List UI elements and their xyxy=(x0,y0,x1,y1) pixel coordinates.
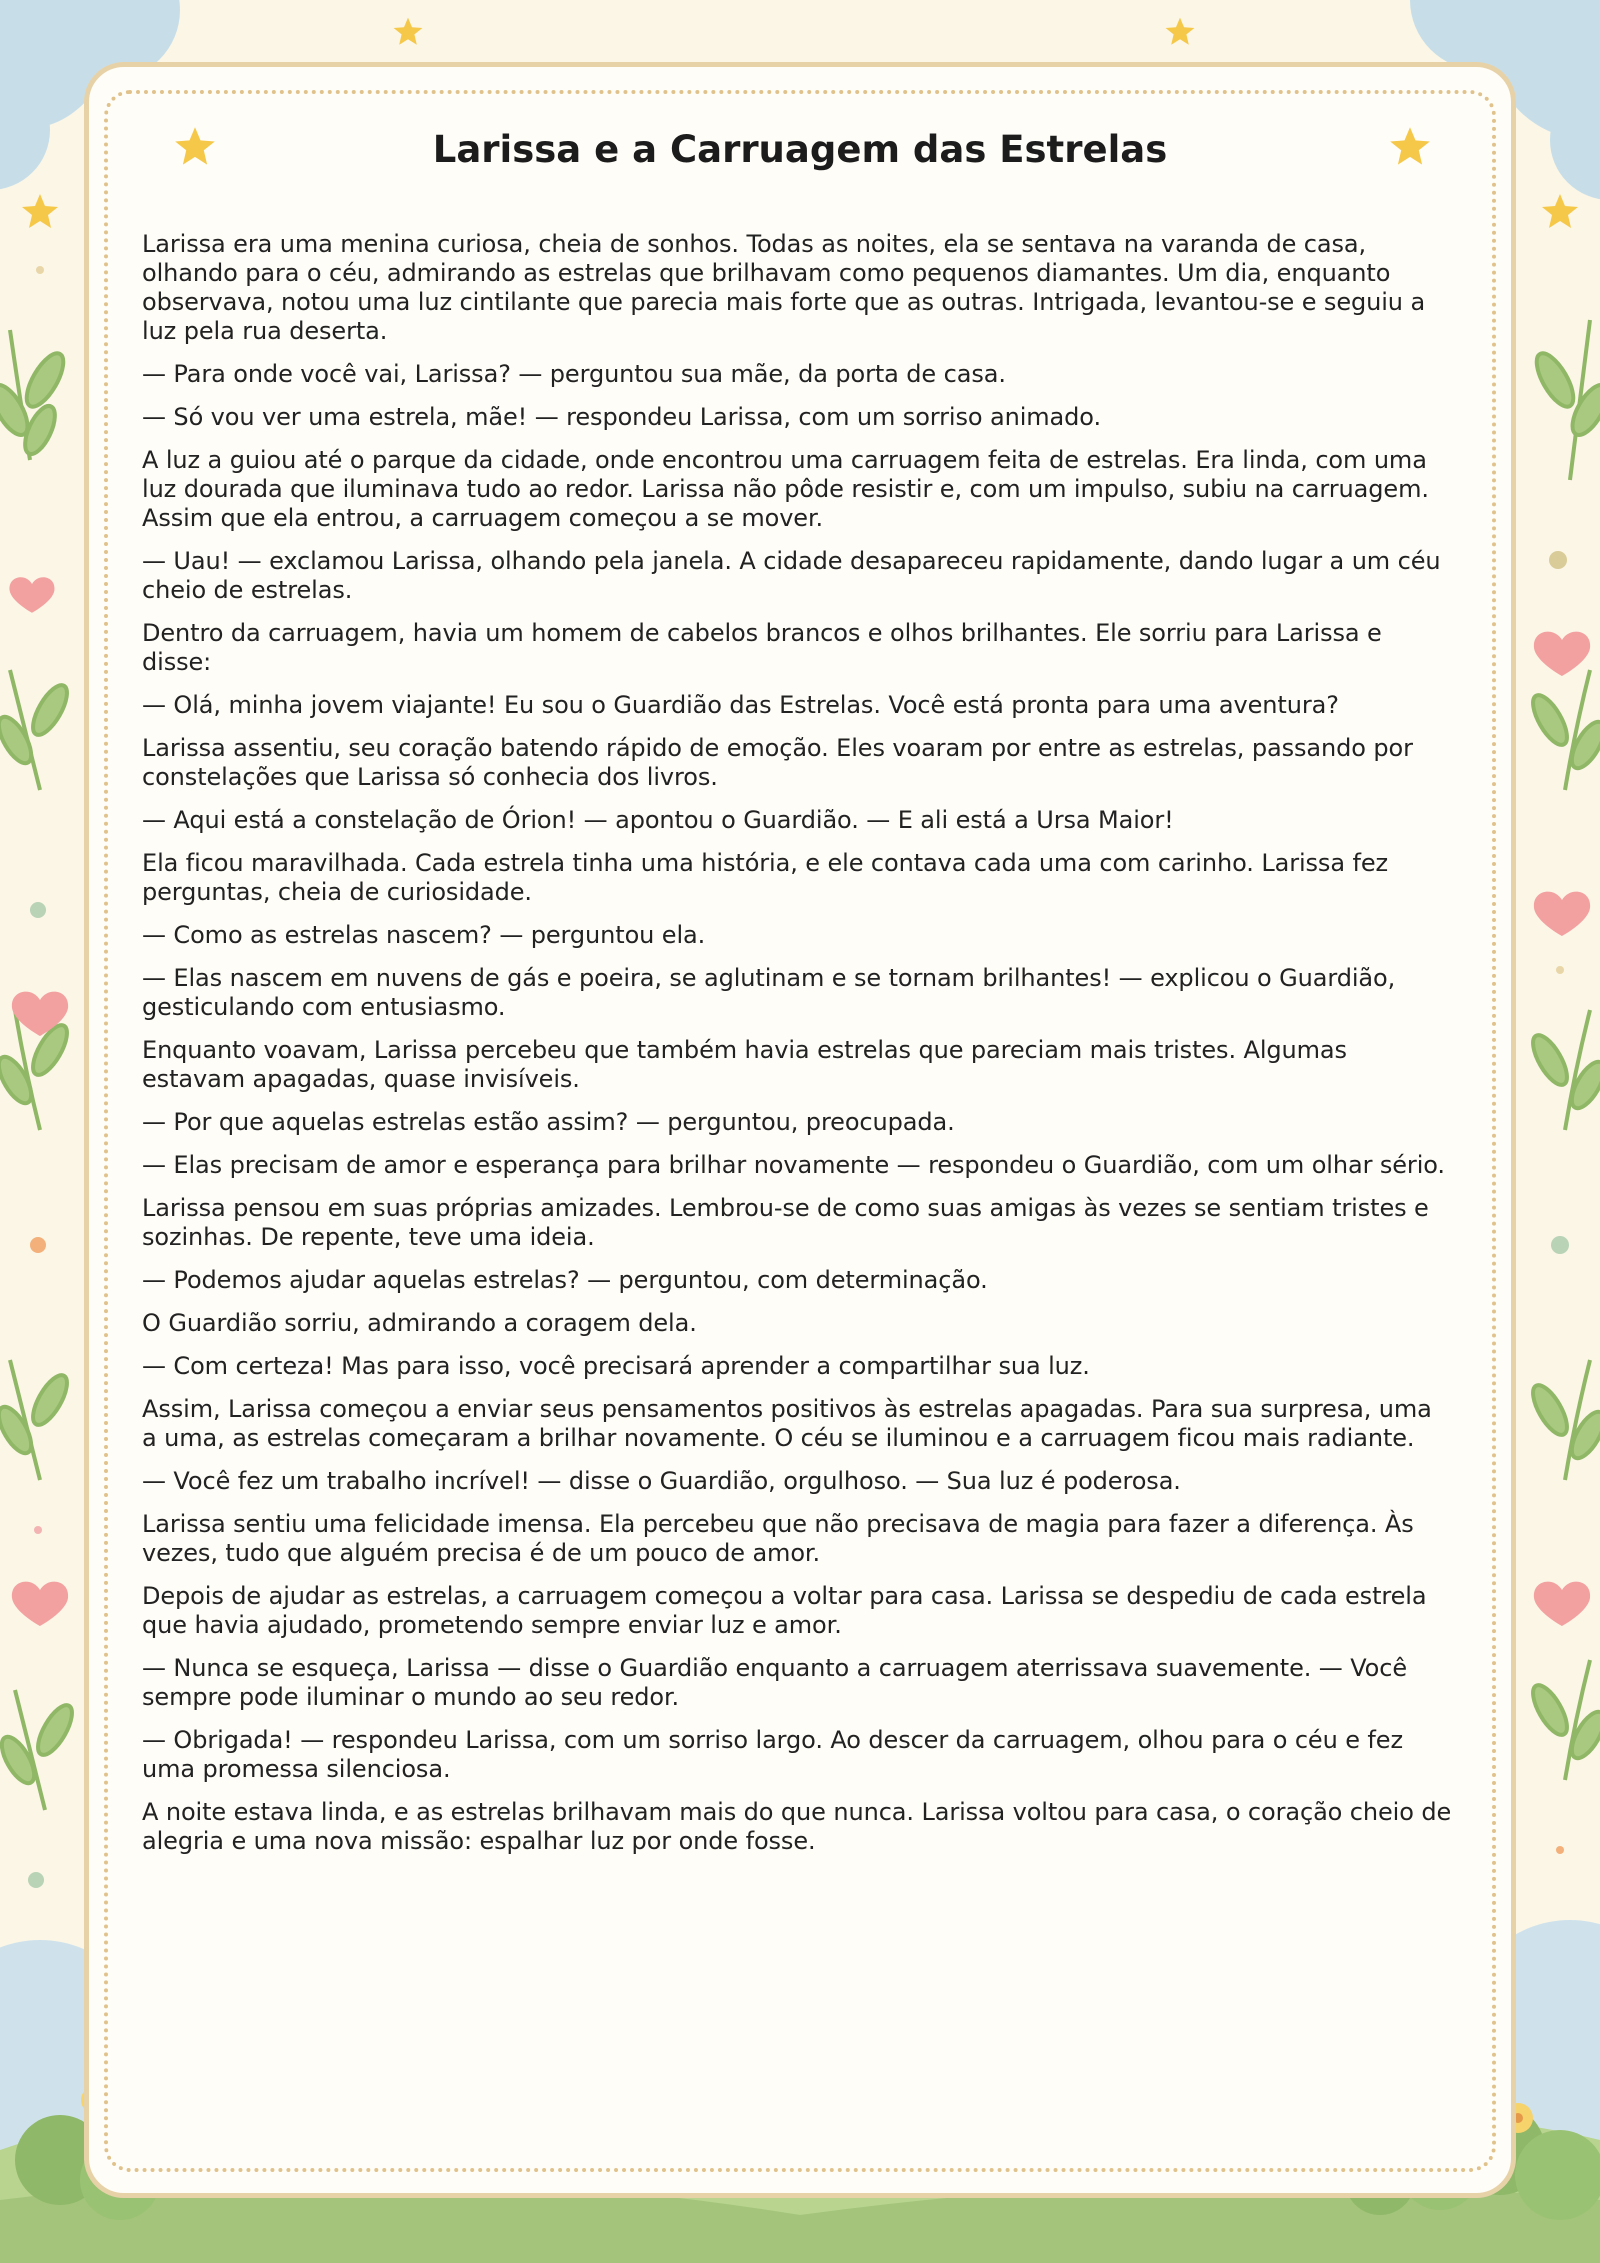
story-paragraph: — Você fez um trabalho incrível! — disse o Guardião, orgulhoso. — Sua luz é poderosa. xyxy=(142,1467,1181,1495)
story-paragraph: Enquanto voavam, Larissa percebeu que também havia estrelas que pareciam mais tristes. Algumas estavam apagadas, quase invisíveis. xyxy=(142,1036,1347,1093)
story-paragraph: — Aqui está a constelação de Órion! — apontou o Guardião. — E ali está a Ursa Maior! xyxy=(142,806,1174,834)
story-paragraph: — Por que aquelas estrelas estão assim? — perguntou, preocupada. xyxy=(142,1108,955,1136)
story-paragraph: — Podemos ajudar aquelas estrelas? — perguntou, com determinação. xyxy=(142,1266,988,1294)
story-paragraph: O Guardião sorriu, admirando a coragem dela. xyxy=(142,1309,697,1337)
story-paragraph: Assim, Larissa começou a enviar seus pensamentos positivos às estrelas apagadas. Para sua surpresa, uma a uma, as estrelas começaram a brilhar novamente. O céu se iluminou e a carruagem ficou mais radiante. xyxy=(142,1395,1432,1452)
story-paragraph: — Uau! — exclamou Larissa, olhando pela janela. A cidade desapareceu rapidamente, dando lugar a um céu cheio de estrelas. xyxy=(142,547,1441,604)
story-paragraph: — Como as estrelas nascem? — perguntou ela. xyxy=(142,921,706,949)
story-paragraph: — Para onde você vai, Larissa? — perguntou sua mãe, da porta de casa. xyxy=(142,360,1006,388)
story-paragraph: Larissa sentiu uma felicidade imensa. Ela percebeu que não precisava de magia para fazer a diferença. Às vezes, tudo que alguém precisa é de um pouco de amor. xyxy=(142,1510,1414,1567)
story-paragraph: Larissa era uma menina curiosa, cheia de sonhos. Todas as noites, ela se sentava na varanda de casa, olhando para o céu, admirando as estrelas que brilhavam como pequenos diamantes. Um dia, enquanto observava, notou uma luz cintilante que parecia mais forte que as outras. Intrigada, levantou-se e seguiu a luz pela rua deserta. xyxy=(142,230,1426,345)
story-paragraph: Larissa assentiu, seu coração batendo rápido de emoção. Eles voaram por entre as estrelas, passando por constelações que Larissa só conhecia dos livros. xyxy=(142,734,1413,791)
story-paragraph: — Só vou ver uma estrela, mãe! — respondeu Larissa, com um sorriso animado. xyxy=(142,403,1101,431)
story-paragraph: — Olá, minha jovem viajante! Eu sou o Guardião das Estrelas. Você está pronta para uma aventura? xyxy=(142,691,1339,719)
story-paragraph: — Obrigada! — respondeu Larissa, com um sorriso largo. Ao descer da carruagem, olhou para o céu e fez uma promessa silenciosa. xyxy=(142,1726,1403,1783)
star-icon xyxy=(22,18,1578,228)
story-paragraph: Larissa pensou em suas próprias amizades. Lembrou-se de como suas amigas às vezes se sentiam tristes e sozinhas. De repente, teve uma ideia. xyxy=(142,1194,1429,1251)
story-paragraph: A noite estava linda, e as estrelas brilhavam mais do que nunca. Larissa voltou para casa, o coração cheio de alegria e uma nova missão: espalhar luz por onde fosse. xyxy=(142,1798,1452,1855)
story-paragraph: Dentro da carruagem, havia um homem de cabelos brancos e olhos brilhantes. Ele sorriu para Larissa e disse: xyxy=(142,619,1382,676)
story-paragraph: — Elas nascem em nuvens de gás e poeira, se aglutinam e se tornam brilhantes! — explicou o Guardião, gesticulando com entusiasmo. xyxy=(142,964,1396,1021)
story-body xyxy=(142,230,1452,1870)
story-paragraph: Ela ficou maravilhada. Cada estrela tinha uma história, e ele contava cada uma com carinho. Larissa fez perguntas, cheia de curiosidade. xyxy=(142,849,1388,906)
story-paragraph: — Com certeza! Mas para isso, você precisará aprender a compartilhar sua luz. xyxy=(142,1352,1090,1380)
story-paragraph: — Nunca se esqueça, Larissa — disse o Guardião enquanto a carruagem aterrissava suavemente. — Você sempre pode iluminar o mundo ao seu redor. xyxy=(142,1654,1408,1711)
story-paragraph: Depois de ajudar as estrelas, a carruagem começou a voltar para casa. Larissa se despediu de cada estrela que havia ajudado, prometendo sempre enviar luz e amor. xyxy=(142,1582,1427,1639)
story-paragraph: — Elas precisam de amor e esperança para brilhar novamente — respondeu o Guardião, com um olhar sério. xyxy=(142,1151,1445,1179)
story-paragraph: A luz a guiou até o parque da cidade, onde encontrou uma carruagem feita de estrelas. Era linda, com uma luz dourada que iluminava tudo ao redor. Larissa não pôde resistir e, com um impulso, subiu na carruagem. Assim que ela entrou, a carruagem começou a se mover. xyxy=(142,446,1429,532)
story-title: Larissa e a Carruagem das Estrelas xyxy=(432,128,1168,171)
